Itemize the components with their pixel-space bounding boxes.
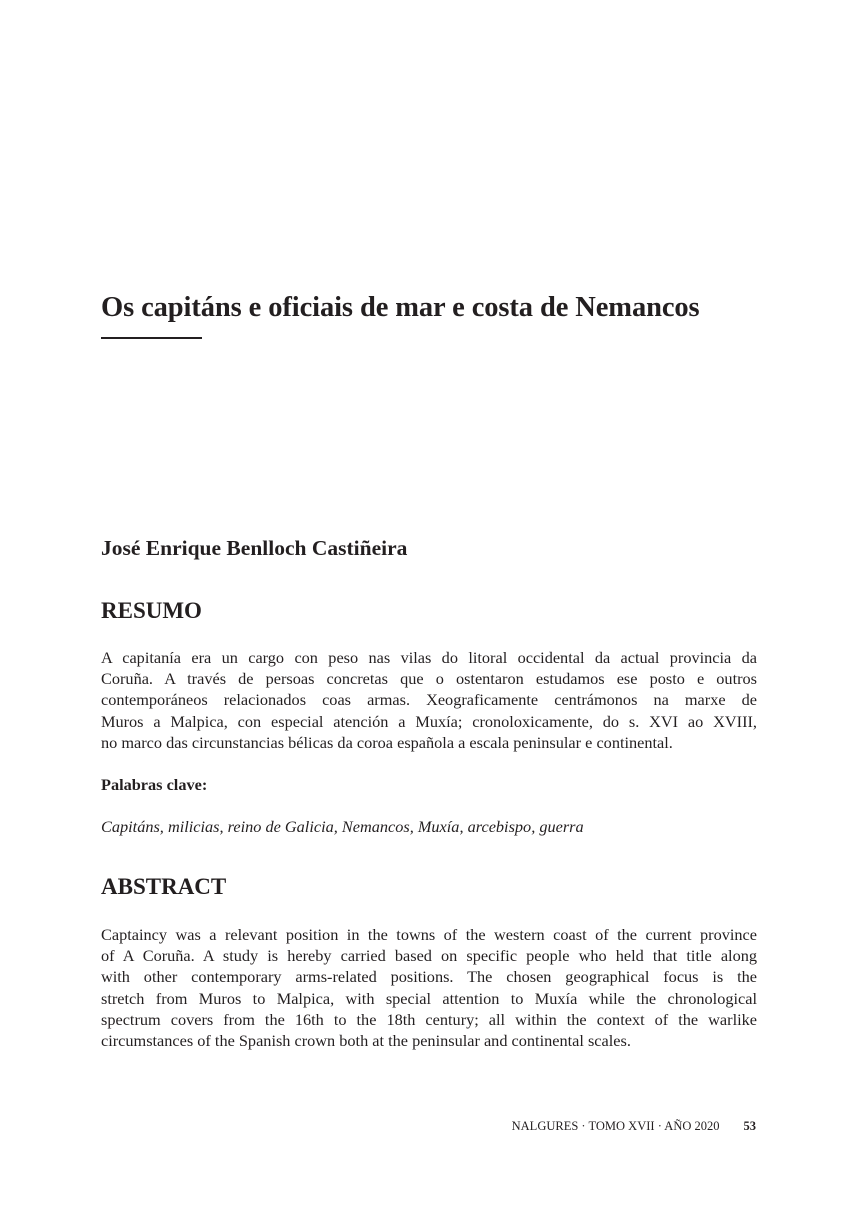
article-title: Os capitáns e oficiais de mar e costa de Nemancos	[101, 292, 700, 323]
resumo-line: Muros a Malpica, con especial atención a Muxía; cronoloxicamente, do s. XVI ao XVIII,	[101, 711, 757, 731]
abstract-line: with other contemporary arms-related positions. The chosen geographical focus is the	[101, 967, 757, 987]
resumo-paragraph	[101, 647, 757, 753]
author-name: José Enrique Benlloch Castiñeira	[101, 536, 408, 560]
resumo-line: A capitanía era un cargo con peso nas vilas do litoral occidental da actual provincia da	[101, 648, 757, 667]
resumo-line: no marco das circunstancias bélicas da coroa española a escala peninsular e continental.	[101, 732, 673, 752]
abstract-paragraph	[101, 924, 757, 1051]
resumo-heading: RESUMO	[101, 598, 202, 623]
abstract-line: circumstances of the Spanish crown both at the peninsular and continental scales.	[101, 1031, 631, 1051]
keywords-label: Palabras clave:	[101, 775, 208, 794]
abstract-line: of A Coruña. A study is hereby carried based on specific people who held that title along	[101, 946, 757, 966]
title-underline	[101, 337, 202, 339]
page-footer	[512, 1119, 756, 1134]
resumo-line: Coruña. A través de persoas concretas que o ostentaron estudamos ese posto e outros	[101, 669, 757, 689]
abstract-line: spectrum covers from the 16th to the 18th century; all within the context of the warlike	[101, 1009, 757, 1029]
abstract-line: Captaincy was a relevant position in the towns of the western coast of the current province	[101, 925, 757, 944]
journal-info: NALGURES · TOMO XVII · AÑO 2020	[511, 1119, 720, 1133]
page-number: 53	[743, 1119, 756, 1133]
abstract-heading: ABSTRACT	[101, 874, 227, 899]
keywords-list: Capitáns, milicias, reino de Galicia, Nemancos, Muxía, arcebispo, guerra	[101, 817, 584, 836]
resumo-line: contemporáneos relacionados coas armas. Xeograficamente centrámonos na marxe de	[101, 690, 757, 710]
abstract-line: stretch from Muros to Malpica, with special attention to Muxía while the chronological	[101, 988, 757, 1008]
